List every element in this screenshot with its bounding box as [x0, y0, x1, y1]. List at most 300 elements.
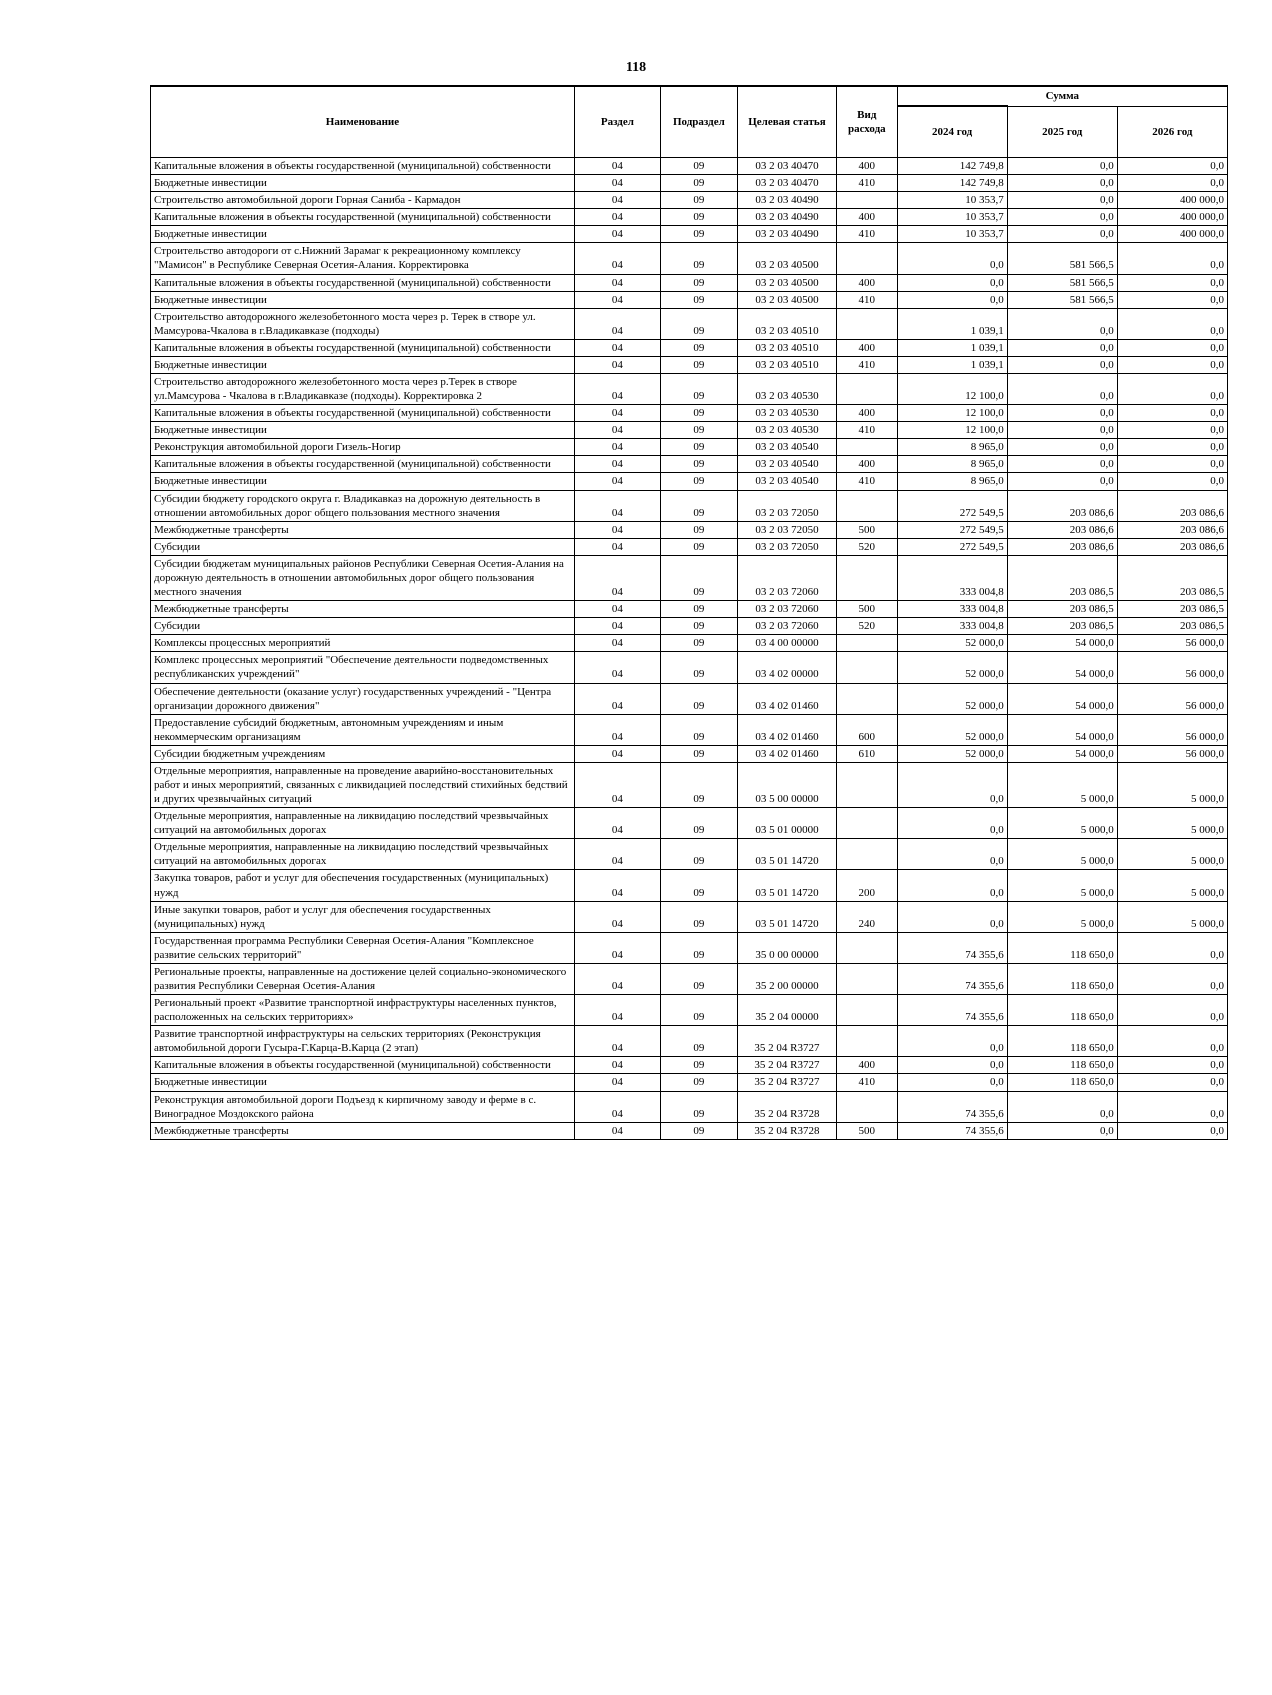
cell-2024: 1 039,1	[897, 339, 1007, 356]
cell-section: 04	[574, 714, 660, 745]
cell-2025: 0,0	[1007, 158, 1117, 175]
table-row	[151, 839, 1228, 870]
cell-2026: 0,0	[1117, 158, 1227, 175]
cell-target: 03 4 02 01460	[737, 683, 836, 714]
cell-2026: 0,0	[1117, 405, 1227, 422]
cell-section: 04	[574, 652, 660, 683]
cell-2025: 5 000,0	[1007, 808, 1117, 839]
header-target: Целевая статья	[737, 86, 836, 158]
cell-target: 03 2 03 40500	[737, 274, 836, 291]
table-row	[151, 635, 1228, 652]
table-row	[151, 963, 1228, 994]
cell-2024: 1 039,1	[897, 356, 1007, 373]
cell-name: Предоставление субсидий бюджетным, автономным учреждениям и иным некоммерческим организациям	[151, 714, 575, 745]
cell-2024: 8 965,0	[897, 456, 1007, 473]
cell-2025: 54 000,0	[1007, 652, 1117, 683]
cell-2024: 74 355,6	[897, 1091, 1007, 1122]
cell-2024: 142 749,8	[897, 158, 1007, 175]
table-row	[151, 601, 1228, 618]
header-sum: Сумма	[897, 86, 1227, 106]
cell-subsection: 09	[660, 339, 737, 356]
cell-name: Отдельные мероприятия, направленные на проведение аварийно-восстановительных работ и иных мероприятий, связанных с ликвидацией последствий стихийных бедствий и других чрезвычайных ситуаций	[151, 762, 575, 807]
table-row	[151, 192, 1228, 209]
cell-subsection: 09	[660, 374, 737, 405]
cell-name: Строительство автодороги от с.Нижний Зарамаг к рекреационному комплексу "Мамисон" в Республике Северная Осетия-Алания. Корректировка	[151, 243, 575, 274]
cell-subsection: 09	[660, 714, 737, 745]
cell-2025: 118 650,0	[1007, 1057, 1117, 1074]
cell-2025: 0,0	[1007, 175, 1117, 192]
cell-type: 410	[837, 1074, 898, 1091]
header-name: Наименование	[151, 86, 575, 158]
cell-2025: 118 650,0	[1007, 1026, 1117, 1057]
cell-section: 04	[574, 192, 660, 209]
table-row	[151, 243, 1228, 274]
cell-2026: 56 000,0	[1117, 635, 1227, 652]
cell-2026: 56 000,0	[1117, 683, 1227, 714]
cell-type: 600	[837, 714, 898, 745]
cell-type	[837, 243, 898, 274]
cell-2025: 0,0	[1007, 1122, 1117, 1139]
cell-type: 400	[837, 405, 898, 422]
cell-subsection: 09	[660, 274, 737, 291]
cell-target: 03 2 03 40540	[737, 456, 836, 473]
cell-2024: 12 100,0	[897, 374, 1007, 405]
cell-2024: 272 549,5	[897, 521, 1007, 538]
cell-type	[837, 635, 898, 652]
cell-2024: 0,0	[897, 1026, 1007, 1057]
cell-section: 04	[574, 158, 660, 175]
cell-target: 03 5 00 00000	[737, 762, 836, 807]
cell-2026: 0,0	[1117, 175, 1227, 192]
cell-2024: 10 353,7	[897, 226, 1007, 243]
cell-name: Бюджетные инвестиции	[151, 175, 575, 192]
cell-name: Межбюджетные трансферты	[151, 521, 575, 538]
cell-2025: 203 086,5	[1007, 555, 1117, 600]
table-row	[151, 762, 1228, 807]
table-row	[151, 808, 1228, 839]
cell-2025: 0,0	[1007, 439, 1117, 456]
cell-2024: 52 000,0	[897, 652, 1007, 683]
cell-2024: 12 100,0	[897, 422, 1007, 439]
cell-2026: 203 086,5	[1117, 601, 1227, 618]
cell-name: Капитальные вложения в объекты государственной (муниципальной) собственности	[151, 158, 575, 175]
cell-target: 03 2 03 40490	[737, 209, 836, 226]
cell-2025: 118 650,0	[1007, 995, 1117, 1026]
cell-target: 03 2 03 72050	[737, 538, 836, 555]
cell-name: Бюджетные инвестиции	[151, 422, 575, 439]
table-row	[151, 714, 1228, 745]
cell-2025: 0,0	[1007, 192, 1117, 209]
cell-2025: 203 086,5	[1007, 601, 1117, 618]
cell-2025: 54 000,0	[1007, 745, 1117, 762]
cell-2026: 0,0	[1117, 291, 1227, 308]
table-row	[151, 226, 1228, 243]
cell-name: Бюджетные инвестиции	[151, 291, 575, 308]
cell-target: 35 2 04 00000	[737, 995, 836, 1026]
cell-section: 04	[574, 243, 660, 274]
cell-name: Отдельные мероприятия, направленные на ликвидацию последствий чрезвычайных ситуаций на автомобильных дорогах	[151, 839, 575, 870]
cell-name: Бюджетные инвестиции	[151, 356, 575, 373]
cell-name: Субсидии бюджетным учреждениям	[151, 745, 575, 762]
cell-subsection: 09	[660, 243, 737, 274]
cell-target: 03 2 03 40540	[737, 473, 836, 490]
cell-2026: 0,0	[1117, 356, 1227, 373]
cell-2024: 0,0	[897, 274, 1007, 291]
cell-section: 04	[574, 456, 660, 473]
table-row	[151, 555, 1228, 600]
cell-subsection: 09	[660, 762, 737, 807]
cell-type: 410	[837, 422, 898, 439]
cell-2025: 581 566,5	[1007, 291, 1117, 308]
cell-section: 04	[574, 963, 660, 994]
table-row	[151, 995, 1228, 1026]
cell-type	[837, 963, 898, 994]
cell-type	[837, 652, 898, 683]
cell-subsection: 09	[660, 1057, 737, 1074]
cell-target: 03 2 03 40470	[737, 158, 836, 175]
cell-target: 35 2 04 R3727	[737, 1026, 836, 1057]
cell-2025: 581 566,5	[1007, 243, 1117, 274]
cell-2026: 5 000,0	[1117, 808, 1227, 839]
cell-2024: 74 355,6	[897, 995, 1007, 1026]
cell-2026: 0,0	[1117, 308, 1227, 339]
cell-2025: 5 000,0	[1007, 839, 1117, 870]
cell-name: Закупка товаров, работ и услуг для обеспечения государственных (муниципальных) нужд	[151, 870, 575, 901]
cell-section: 04	[574, 1091, 660, 1122]
table-row	[151, 291, 1228, 308]
cell-type	[837, 1026, 898, 1057]
cell-name: Субсидии	[151, 618, 575, 635]
cell-section: 04	[574, 274, 660, 291]
cell-section: 04	[574, 521, 660, 538]
table-row	[151, 175, 1228, 192]
cell-name: Бюджетные инвестиции	[151, 1074, 575, 1091]
header-section: Раздел	[574, 86, 660, 158]
cell-2024: 52 000,0	[897, 635, 1007, 652]
cell-2025: 0,0	[1007, 1091, 1117, 1122]
cell-2024: 0,0	[897, 1074, 1007, 1091]
cell-type: 500	[837, 1122, 898, 1139]
cell-2025: 0,0	[1007, 209, 1117, 226]
cell-target: 35 2 04 R3728	[737, 1122, 836, 1139]
cell-target: 03 4 02 01460	[737, 745, 836, 762]
cell-type	[837, 995, 898, 1026]
cell-type: 400	[837, 209, 898, 226]
cell-section: 04	[574, 762, 660, 807]
table-row	[151, 1074, 1228, 1091]
cell-subsection: 09	[660, 932, 737, 963]
cell-target: 03 4 00 00000	[737, 635, 836, 652]
cell-subsection: 09	[660, 192, 737, 209]
cell-2026: 0,0	[1117, 422, 1227, 439]
cell-2024: 0,0	[897, 243, 1007, 274]
cell-type	[837, 839, 898, 870]
table-row	[151, 422, 1228, 439]
cell-section: 04	[574, 538, 660, 555]
cell-name: Субсидии бюджетам муниципальных районов Республики Северная Осетия-Алания на дорожную деятельность в отношении автомобильных дорог общего пользования местного значения	[151, 555, 575, 600]
table-row	[151, 158, 1228, 175]
cell-target: 03 2 03 72050	[737, 490, 836, 521]
cell-type	[837, 762, 898, 807]
cell-2025: 0,0	[1007, 456, 1117, 473]
cell-target: 03 5 01 14720	[737, 870, 836, 901]
cell-name: Субсидии бюджету городского округа г. Владикавказ на дорожную деятельность в отношении автомобильных дорог общего пользования местного значения	[151, 490, 575, 521]
cell-subsection: 09	[660, 291, 737, 308]
cell-2024: 0,0	[897, 870, 1007, 901]
cell-2024: 0,0	[897, 901, 1007, 932]
cell-name: Развитие транспортной инфраструктуры на сельских территориях (Реконструкция автомобильной дороги Гусыра-Г.Карца-В.Карца (2 этап)	[151, 1026, 575, 1057]
cell-2026: 5 000,0	[1117, 762, 1227, 807]
cell-target: 03 2 03 72060	[737, 601, 836, 618]
cell-section: 04	[574, 422, 660, 439]
table-row	[151, 339, 1228, 356]
cell-2026: 0,0	[1117, 243, 1227, 274]
header-type: Вид расхода	[837, 86, 898, 158]
cell-type: 410	[837, 226, 898, 243]
cell-subsection: 09	[660, 839, 737, 870]
cell-2025: 54 000,0	[1007, 683, 1117, 714]
cell-2024: 142 749,8	[897, 175, 1007, 192]
cell-2025: 581 566,5	[1007, 274, 1117, 291]
cell-2024: 74 355,6	[897, 963, 1007, 994]
cell-name: Межбюджетные трансферты	[151, 601, 575, 618]
cell-name: Комплексы процессных мероприятий	[151, 635, 575, 652]
cell-section: 04	[574, 618, 660, 635]
cell-name: Государственная программа Республики Северная Осетия-Алания "Комплексное развитие сельских территорий"	[151, 932, 575, 963]
cell-2025: 203 086,6	[1007, 521, 1117, 538]
cell-subsection: 09	[660, 618, 737, 635]
table-row	[151, 405, 1228, 422]
cell-2026: 0,0	[1117, 1026, 1227, 1057]
cell-name: Капитальные вложения в объекты государственной (муниципальной) собственности	[151, 456, 575, 473]
cell-name: Межбюджетные трансферты	[151, 1122, 575, 1139]
cell-subsection: 09	[660, 1026, 737, 1057]
cell-subsection: 09	[660, 158, 737, 175]
cell-2024: 10 353,7	[897, 192, 1007, 209]
cell-section: 04	[574, 870, 660, 901]
table-row	[151, 870, 1228, 901]
cell-subsection: 09	[660, 356, 737, 373]
cell-2026: 56 000,0	[1117, 745, 1227, 762]
cell-2026: 0,0	[1117, 374, 1227, 405]
page-number: 118	[625, 60, 647, 75]
table-row	[151, 745, 1228, 762]
cell-target: 03 2 03 72060	[737, 555, 836, 600]
table-row	[151, 209, 1228, 226]
cell-section: 04	[574, 683, 660, 714]
cell-2026: 5 000,0	[1117, 870, 1227, 901]
cell-section: 04	[574, 808, 660, 839]
cell-section: 04	[574, 901, 660, 932]
cell-target: 03 2 03 40500	[737, 291, 836, 308]
cell-subsection: 09	[660, 1091, 737, 1122]
table-row	[151, 308, 1228, 339]
cell-subsection: 09	[660, 683, 737, 714]
cell-target: 03 2 03 40500	[737, 243, 836, 274]
cell-name: Капитальные вложения в объекты государственной (муниципальной) собственности	[151, 274, 575, 291]
cell-subsection: 09	[660, 473, 737, 490]
cell-2025: 5 000,0	[1007, 762, 1117, 807]
cell-subsection: 09	[660, 490, 737, 521]
cell-type	[837, 1091, 898, 1122]
table-row	[151, 901, 1228, 932]
cell-2025: 203 086,6	[1007, 538, 1117, 555]
cell-section: 04	[574, 175, 660, 192]
cell-target: 03 5 01 00000	[737, 808, 836, 839]
cell-type: 610	[837, 745, 898, 762]
cell-2026: 0,0	[1117, 995, 1227, 1026]
cell-target: 03 2 03 40530	[737, 374, 836, 405]
table-row	[151, 439, 1228, 456]
cell-2026: 5 000,0	[1117, 839, 1227, 870]
cell-2024: 8 965,0	[897, 473, 1007, 490]
cell-subsection: 09	[660, 963, 737, 994]
cell-2026: 56 000,0	[1117, 714, 1227, 745]
cell-target: 35 2 04 R3727	[737, 1057, 836, 1074]
cell-subsection: 09	[660, 538, 737, 555]
table-row	[151, 1091, 1228, 1122]
cell-target: 03 5 01 14720	[737, 901, 836, 932]
cell-2024: 10 353,7	[897, 209, 1007, 226]
cell-2025: 0,0	[1007, 226, 1117, 243]
cell-2024: 52 000,0	[897, 745, 1007, 762]
cell-target: 03 2 03 40540	[737, 439, 836, 456]
cell-2026: 0,0	[1117, 1074, 1227, 1091]
cell-2026: 0,0	[1117, 1057, 1227, 1074]
cell-section: 04	[574, 601, 660, 618]
cell-type	[837, 555, 898, 600]
cell-2026: 0,0	[1117, 274, 1227, 291]
cell-type: 400	[837, 1057, 898, 1074]
cell-name: Капитальные вложения в объекты государственной (муниципальной) собственности	[151, 405, 575, 422]
cell-target: 03 2 03 40530	[737, 405, 836, 422]
cell-type: 410	[837, 291, 898, 308]
cell-type: 500	[837, 521, 898, 538]
cell-type	[837, 490, 898, 521]
cell-type	[837, 932, 898, 963]
cell-subsection: 09	[660, 652, 737, 683]
cell-section: 04	[574, 308, 660, 339]
cell-name: Капитальные вложения в объекты государственной (муниципальной) собственности	[151, 339, 575, 356]
cell-subsection: 09	[660, 870, 737, 901]
table-row	[151, 932, 1228, 963]
cell-2024: 52 000,0	[897, 683, 1007, 714]
cell-type: 410	[837, 473, 898, 490]
table-row	[151, 538, 1228, 555]
cell-subsection: 09	[660, 1122, 737, 1139]
cell-2024: 0,0	[897, 291, 1007, 308]
cell-target: 03 2 03 72060	[737, 618, 836, 635]
cell-section: 04	[574, 209, 660, 226]
cell-name: Капитальные вложения в объекты государственной (муниципальной) собственности	[151, 209, 575, 226]
cell-2024: 272 549,5	[897, 490, 1007, 521]
cell-2026: 203 086,5	[1117, 555, 1227, 600]
cell-type	[837, 683, 898, 714]
cell-target: 03 2 03 40530	[737, 422, 836, 439]
cell-name: Субсидии	[151, 538, 575, 555]
cell-target: 03 2 03 40510	[737, 356, 836, 373]
cell-target: 03 4 02 01460	[737, 714, 836, 745]
cell-target: 03 5 01 14720	[737, 839, 836, 870]
cell-subsection: 09	[660, 901, 737, 932]
cell-target: 03 2 03 72050	[737, 521, 836, 538]
cell-type: 400	[837, 456, 898, 473]
cell-2024: 12 100,0	[897, 405, 1007, 422]
cell-target: 35 2 00 00000	[737, 963, 836, 994]
cell-2024: 333 004,8	[897, 618, 1007, 635]
cell-section: 04	[574, 405, 660, 422]
cell-name: Обеспечение деятельности (оказание услуг) государственных учреждений - "Центра организации дорожного движения"	[151, 683, 575, 714]
cell-target: 03 2 03 40510	[737, 308, 836, 339]
cell-name: Комплекс процессных мероприятий "Обеспечение деятельности подведомственных республиканских учреждений"	[151, 652, 575, 683]
cell-section: 04	[574, 1122, 660, 1139]
cell-2026: 203 086,6	[1117, 538, 1227, 555]
cell-type: 410	[837, 356, 898, 373]
cell-type: 520	[837, 538, 898, 555]
cell-2025: 118 650,0	[1007, 932, 1117, 963]
cell-2025: 0,0	[1007, 356, 1117, 373]
cell-type: 200	[837, 870, 898, 901]
cell-section: 04	[574, 995, 660, 1026]
table-row	[151, 490, 1228, 521]
cell-section: 04	[574, 490, 660, 521]
cell-2024: 74 355,6	[897, 1122, 1007, 1139]
cell-2025: 0,0	[1007, 308, 1117, 339]
cell-2025: 118 650,0	[1007, 963, 1117, 994]
cell-name: Реконструкция автомобильной дороги Гизель-Ногир	[151, 439, 575, 456]
cell-target: 35 2 04 R3728	[737, 1091, 836, 1122]
cell-2025: 0,0	[1007, 339, 1117, 356]
cell-type	[837, 808, 898, 839]
cell-name: Региональный проект «Развитие транспортной инфраструктуры населенных пунктов, расположенных на сельских территориях»	[151, 995, 575, 1026]
cell-section: 04	[574, 1074, 660, 1091]
cell-type: 240	[837, 901, 898, 932]
cell-subsection: 09	[660, 308, 737, 339]
cell-2025: 118 650,0	[1007, 1074, 1117, 1091]
cell-2026: 0,0	[1117, 439, 1227, 456]
table-row	[151, 456, 1228, 473]
cell-2025: 0,0	[1007, 405, 1117, 422]
cell-2025: 5 000,0	[1007, 901, 1117, 932]
cell-section: 04	[574, 1026, 660, 1057]
cell-2025: 5 000,0	[1007, 870, 1117, 901]
cell-name: Бюджетные инвестиции	[151, 473, 575, 490]
cell-section: 04	[574, 374, 660, 405]
cell-subsection: 09	[660, 555, 737, 600]
cell-2026: 5 000,0	[1117, 901, 1227, 932]
budget-table	[150, 85, 1228, 1140]
header-2025: 2025 год	[1007, 106, 1117, 158]
cell-2024: 74 355,6	[897, 932, 1007, 963]
table-body	[151, 158, 1228, 1140]
cell-type: 500	[837, 601, 898, 618]
cell-name: Строительство автодорожного железобетонного моста через р. Терек в створе ул. Мамсурова-Чкалова в г.Владикавказе (подходы)	[151, 308, 575, 339]
cell-2024: 0,0	[897, 839, 1007, 870]
cell-section: 04	[574, 555, 660, 600]
cell-2024: 0,0	[897, 1057, 1007, 1074]
cell-2025: 54 000,0	[1007, 635, 1117, 652]
cell-2025: 54 000,0	[1007, 714, 1117, 745]
cell-2026: 203 086,5	[1117, 618, 1227, 635]
table-row	[151, 374, 1228, 405]
cell-target: 35 0 00 00000	[737, 932, 836, 963]
cell-target: 03 2 03 40490	[737, 192, 836, 209]
cell-type	[837, 308, 898, 339]
cell-subsection: 09	[660, 456, 737, 473]
cell-2026: 0,0	[1117, 963, 1227, 994]
cell-target: 03 2 03 40490	[737, 226, 836, 243]
header-2026: 2026 год	[1117, 106, 1227, 158]
